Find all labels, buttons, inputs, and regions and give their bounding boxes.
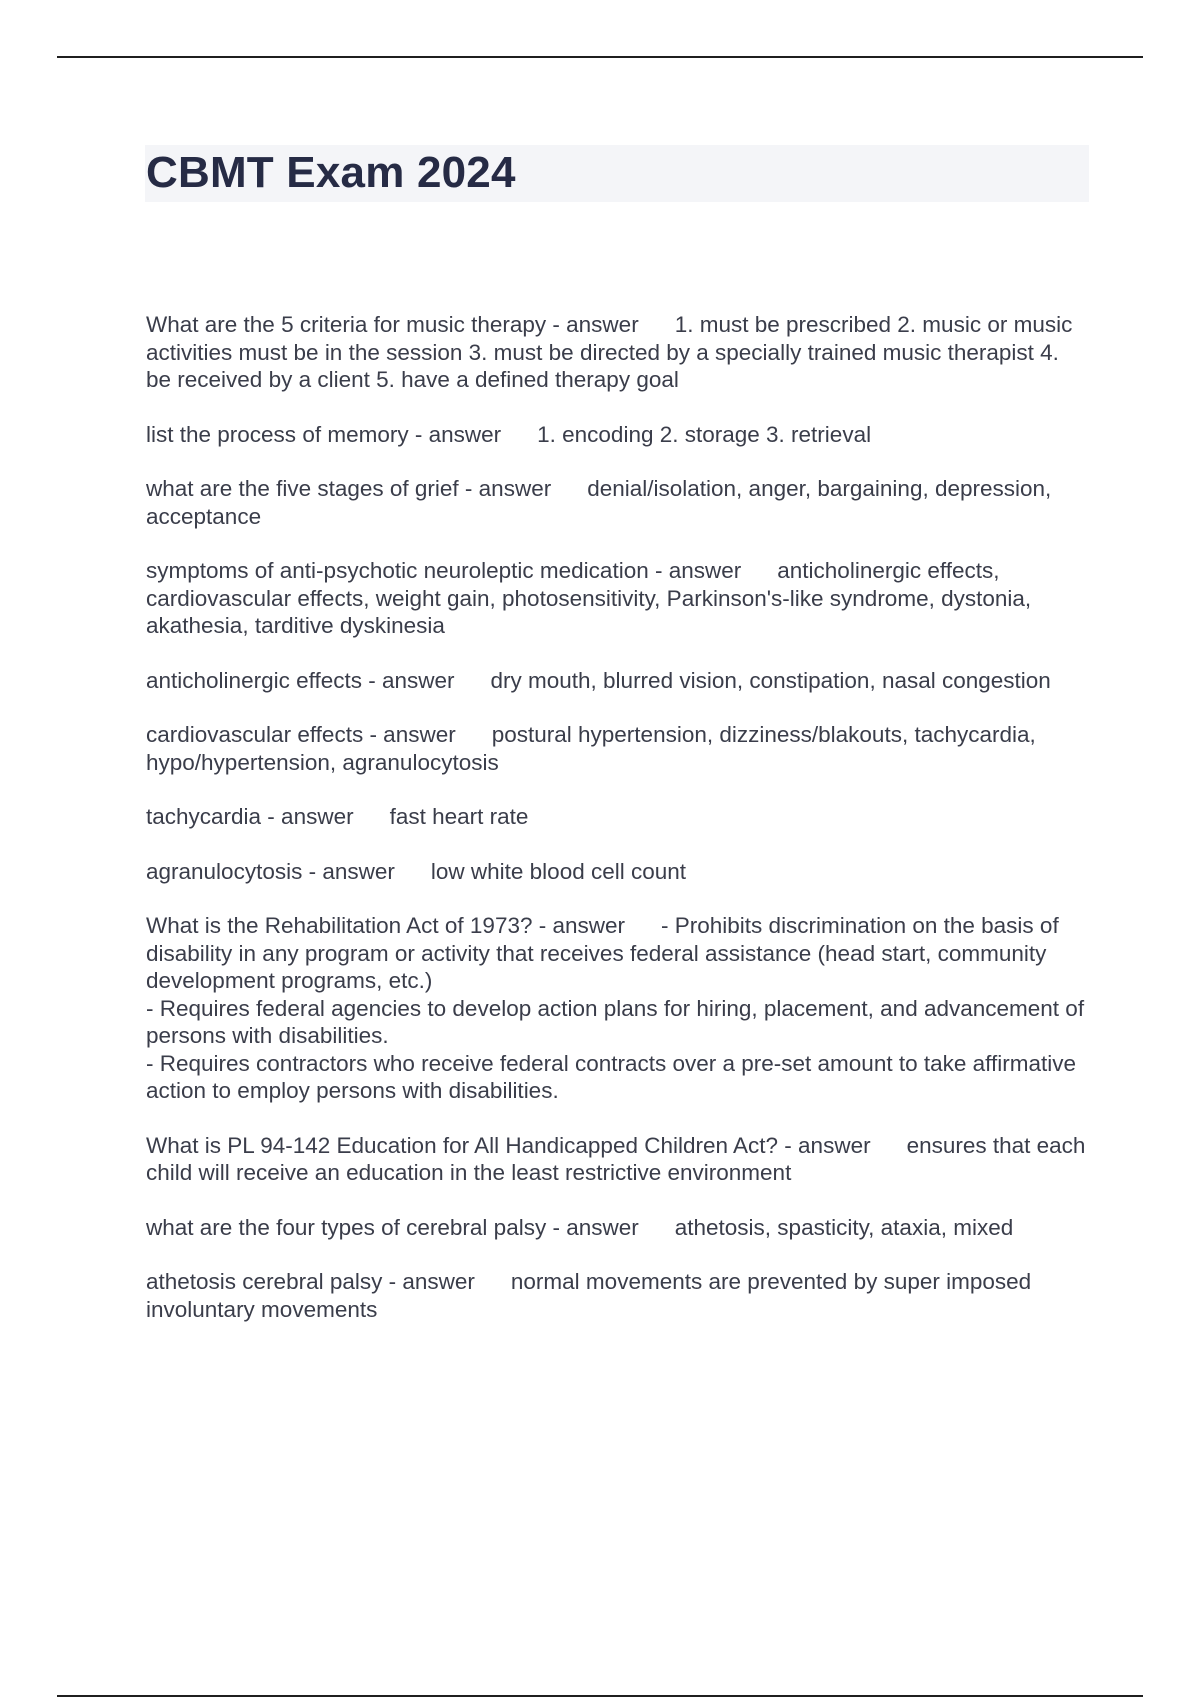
- qa-answer: normal movements are prevented by super imposed involuntary movements: [146, 1269, 1032, 1322]
- qa-item: [146, 721, 1090, 776]
- qa-list: [146, 311, 1090, 1350]
- qa-question: anticholinergic effects - answer: [146, 667, 455, 693]
- qa-answer: fast heart rate: [389, 804, 529, 829]
- qa-item: [146, 803, 1090, 831]
- qa-question: agranulocytosis - answer: [146, 858, 395, 884]
- qa-item: [146, 1268, 1090, 1323]
- qa-answer: denial/isolation, anger, bargaining, depression, acceptance: [146, 476, 1052, 529]
- qa-question: What is PL 94-142 Education for All Handicapped Children Act? - answer: [146, 1132, 871, 1158]
- qa-question: list the process of memory - answer: [146, 421, 502, 447]
- top-rule: [57, 56, 1143, 58]
- qa-question: what are the five stages of grief - answer: [146, 476, 552, 501]
- qa-item: [146, 858, 1090, 886]
- qa-answer: athetosis, spasticity, ataxia, mixed: [674, 1214, 1014, 1240]
- qa-item: [146, 667, 1090, 695]
- qa-answer-line: - Requires federal agencies to develop action plans for hiring, placement, and advancement of persons with disabilities.: [146, 995, 1085, 1048]
- qa-question: tachycardia - answer: [146, 804, 354, 829]
- qa-item: [146, 421, 1090, 449]
- qa-question: cardiovascular effects - answer: [146, 722, 456, 747]
- qa-question: What is the Rehabilitation Act of 1973? - answer: [146, 913, 626, 938]
- qa-answer-line: - Requires contractors who receive federal contracts over a pre-set amount to take affirmative action to employ persons with disabilities.: [146, 1050, 1077, 1103]
- qa-answer: - Prohibits discrimination on the basis of disability in any program or activity that receives federal assistance (head start, community development programs, etc.): [146, 913, 1059, 993]
- qa-question: athetosis cerebral palsy - answer: [146, 1269, 475, 1294]
- bottom-rule: [57, 1695, 1143, 1697]
- qa-item: [146, 311, 1090, 394]
- qa-answer: ensures that each child will receive an education in the least restrictive environment: [146, 1132, 1086, 1185]
- qa-item: [146, 1132, 1090, 1187]
- qa-question: symptoms of anti-psychotic neuroleptic medication - answer: [146, 558, 742, 583]
- qa-item: [146, 557, 1090, 640]
- qa-item: [146, 1214, 1090, 1242]
- qa-question: what are the four types of cerebral palsy - answer: [146, 1214, 639, 1240]
- qa-answer: dry mouth, blurred vision, constipation, nasal congestion: [490, 667, 1051, 693]
- qa-question: What are the 5 criteria for music therapy - answer: [146, 312, 639, 337]
- qa-item: [146, 912, 1090, 1105]
- qa-answer: 1. must be prescribed 2. music or music activities must be in the session 3. must be directed by a specially trained music therapist 4. be received by a client 5. have a defined therapy goal: [146, 312, 1073, 392]
- qa-answer: anticholinergic effects, cardiovascular effects, weight gain, photosensitivity, Parkinson's-like syndrome, dystonia, akathesia, tarditive dyskinesia: [146, 558, 1032, 638]
- qa-answer: postural hypertension, dizziness/blakouts, tachycardia, hypo/hypertension, agranulocytosis: [146, 722, 1036, 775]
- qa-answer: 1. encoding 2. storage 3. retrieval: [537, 421, 872, 447]
- qa-item: [146, 475, 1090, 530]
- qa-answer: low white blood cell count: [430, 858, 687, 884]
- page-title: CBMT Exam 2024: [146, 148, 516, 197]
